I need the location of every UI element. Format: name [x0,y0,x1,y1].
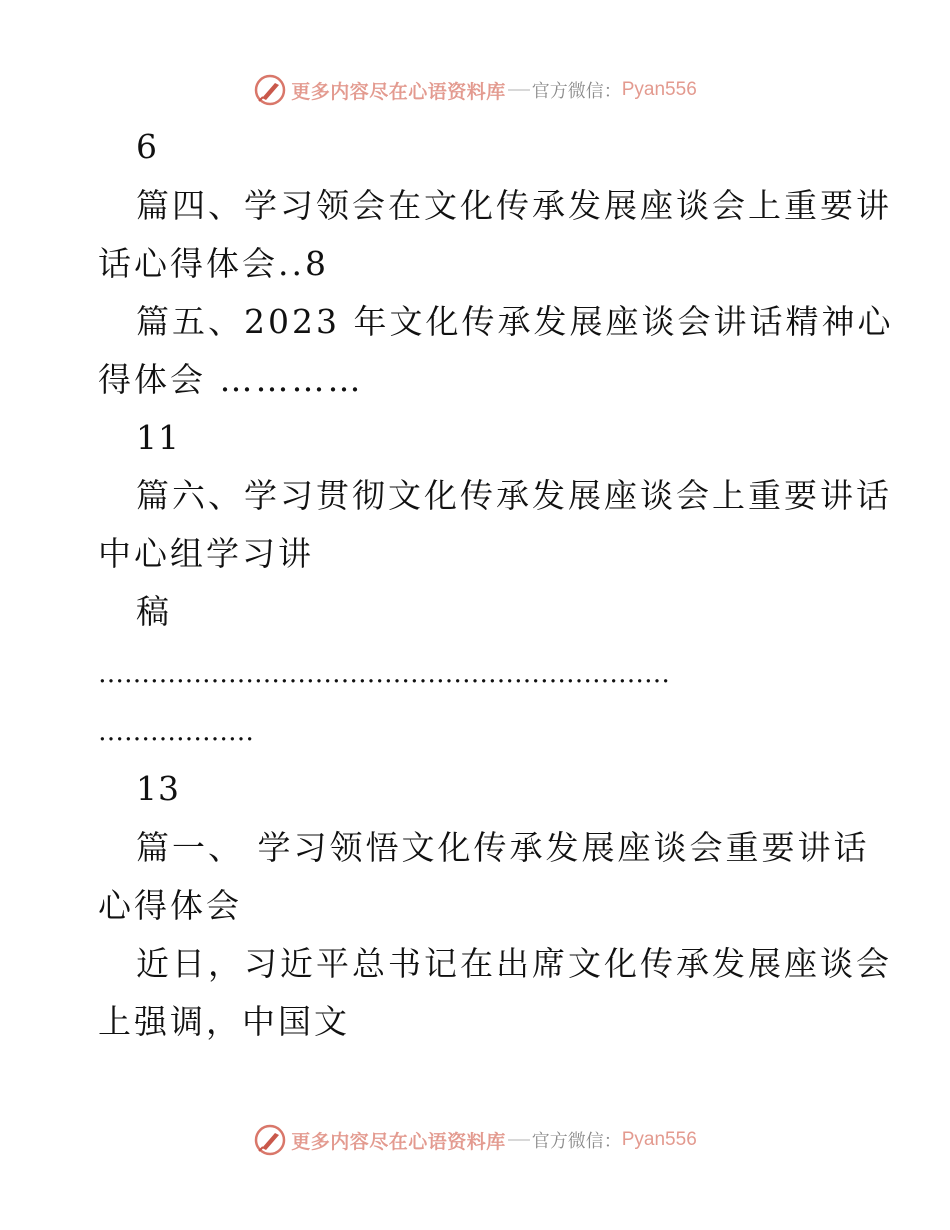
toc-entry-line: 话心得体会..8 [98,244,329,283]
section-heading: 心得体会 [98,886,242,925]
watermark-dash [508,89,530,91]
toc-entry-line: 篇五、2023 年文化传承发展座谈会讲话精神心 [136,302,894,341]
toc-page-number: 11 [136,418,180,457]
header-watermark [0,70,950,110]
toc-page-number: 6 [136,127,158,166]
body-paragraph-line: 上强调，中国文 [98,1002,350,1041]
watermark-main-text: 更多内容尽在心语资料库 [291,1130,506,1153]
quill-pen-logo-icon [253,73,287,107]
toc-entry-line: 篇四、学习领会在文化传承发展座谈会上重要讲 [136,186,892,225]
toc-entry-line: 稿 [136,592,172,631]
toc-entry-line: 得体会 ………… [98,360,364,399]
toc-entry-line: 篇六、学习贯彻文化传承发展座谈会上重要讲话 [136,476,892,515]
section-heading: 篇一、 学习领悟文化传承发展座谈会重要讲话 [136,828,870,867]
quill-pen-logo-icon [253,1123,287,1157]
toc-entry-line: 中心组学习讲 [98,534,314,573]
watermark-id-text: Pyan556 [621,1129,697,1150]
body-paragraph-line: 近日，习近平总书记在出席文化传承发展座谈会 [136,944,892,983]
toc-leader-dots: ……………… [98,717,254,747]
toc-leader-dots: ………………………………………………………… [98,659,670,689]
watermark-id-text: Pyan556 [621,79,697,100]
toc-page-number: 13 [136,769,180,808]
watermark-dash [508,1139,530,1141]
watermark-main-text: 更多内容尽在心语资料库 [291,80,506,103]
footer-watermark [0,1120,950,1160]
watermark-sub-text: 官方微信： [531,81,622,102]
watermark-sub-text: 官方微信： [531,1131,622,1152]
